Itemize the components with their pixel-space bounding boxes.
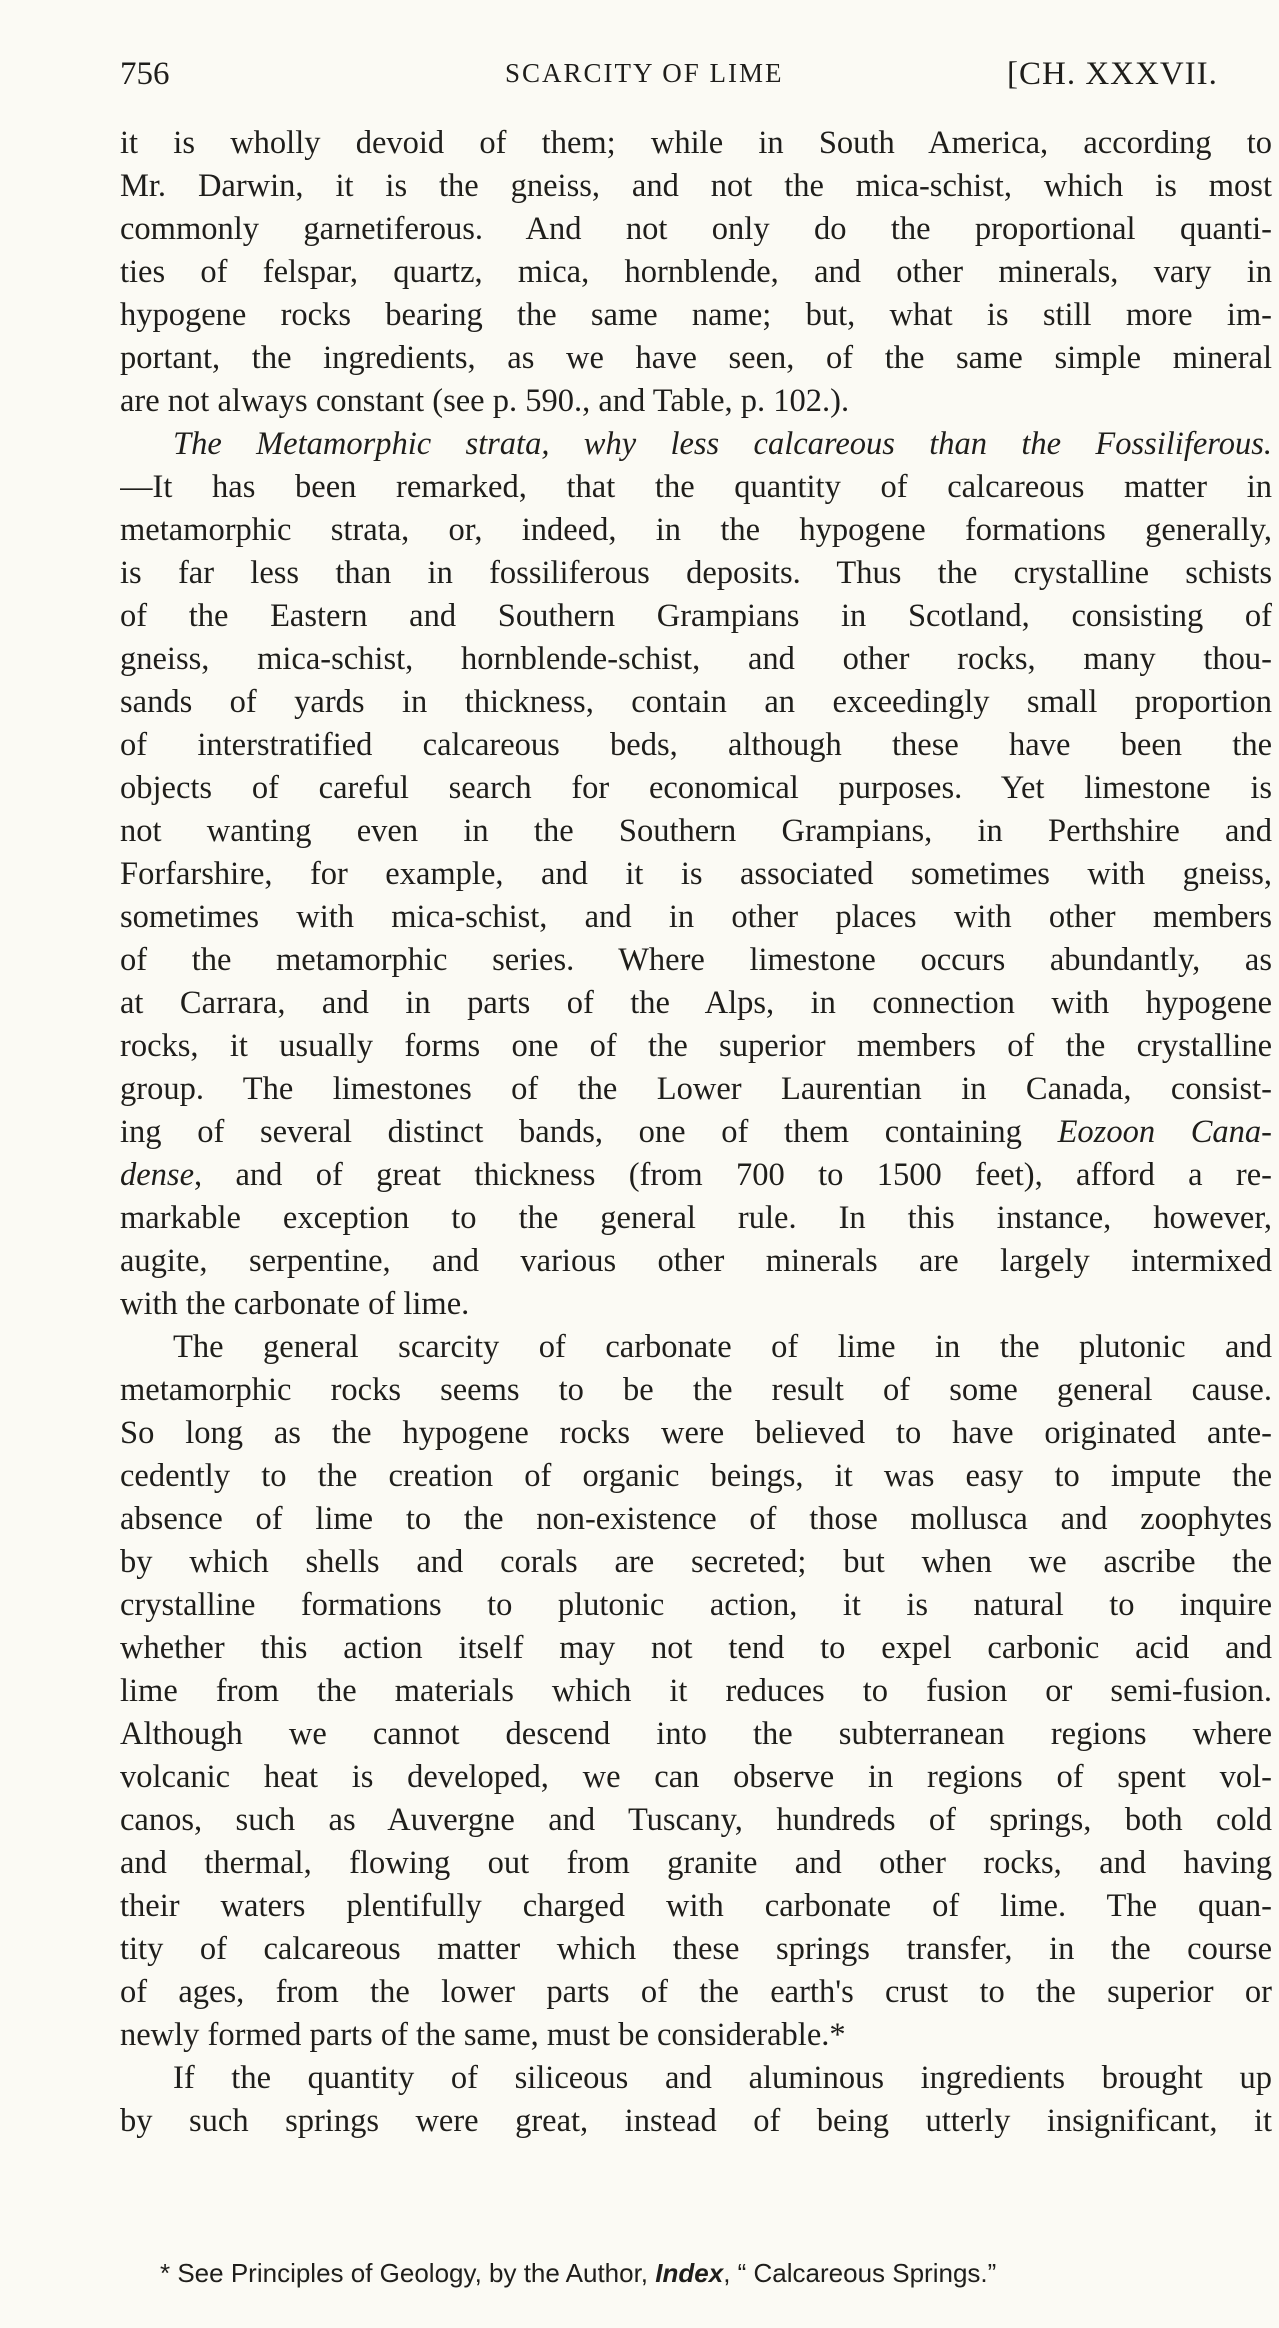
- species-name: Eozoon Cana-: [1057, 1114, 1272, 1150]
- text-line: portant, the ingredients, as we have seen, of the same simple mineral: [120, 340, 1272, 376]
- text-line: at Carrara, and in parts of the Alps, in connection with hypogene: [120, 985, 1272, 1021]
- footnote-text: , “ Calcareous Springs.”: [723, 2258, 997, 2288]
- text-line: sands of yards in thickness, contain an exceedingly small proportion: [120, 684, 1272, 720]
- text-line: markable exception to the general rule. In this instance, however,: [120, 1200, 1272, 1236]
- text-line: is far less than in fossiliferous deposits. Thus the crystalline schists: [120, 555, 1272, 591]
- running-header: [120, 56, 1279, 106]
- text-line: crystalline formations to plutonic action, it is natural to inquire: [120, 1587, 1272, 1623]
- text-line: are not always constant (see p. 590., and Table, p. 102.).: [120, 383, 850, 419]
- text-line: commonly garnetiferous. And not only do the proportional quanti-: [120, 211, 1272, 247]
- footnote-text: * See Principles of Geology, by the Author,: [160, 2258, 656, 2288]
- text-line: by which shells and corals are secreted; but when we ascribe the: [120, 1544, 1272, 1580]
- text-run: ing of several distinct bands, one of them containing: [120, 1114, 1058, 1150]
- text-line: their waters plentifully charged with carbonate of lime. The quan-: [120, 1888, 1272, 1924]
- paragraph-scarcity: [120, 1326, 1272, 2057]
- text-line: tity of calcareous matter which these springs transfer, in the course: [120, 1931, 1272, 1967]
- text-line: cedently to the creation of organic beings, it was easy to impute the: [120, 1458, 1272, 1494]
- text-line: absence of lime to the non-existence of those mollusca and zoophytes: [120, 1501, 1272, 1537]
- footnote-index-ref: Index: [655, 2258, 724, 2288]
- text-line: group. The limestones of the Lower Laurentian in Canada, consist-: [120, 1071, 1272, 1107]
- text-line: metamorphic strata, or, indeed, in the hypogene formations generally,: [120, 512, 1272, 548]
- text-line: Forfarshire, for example, and it is associated sometimes with gneiss,: [120, 856, 1272, 892]
- text-line: volcanic heat is developed, we can observe in regions of spent vol-: [120, 1759, 1272, 1795]
- page-number: 756: [120, 56, 170, 92]
- text-line: and thermal, flowing out from granite and other rocks, and having: [120, 1845, 1272, 1881]
- text-line: by such springs were great, instead of being utterly insignificant, it: [120, 2103, 1272, 2139]
- species-name: dense: [120, 1157, 194, 1193]
- text-line: of ages, from the lower parts of the earth's crust to the superior or: [120, 1974, 1272, 2010]
- text-line: —It has been remarked, that the quantity of calcareous matter in: [120, 469, 1272, 505]
- text-line: ties of felspar, quartz, mica, hornblende, and other minerals, vary in: [120, 254, 1272, 290]
- text-line: canos, such as Auvergne and Tuscany, hundreds of springs, both cold: [120, 1802, 1272, 1838]
- text-line: rocks, it usually forms one of the superior members of the crystalline: [120, 1028, 1272, 1064]
- text-line: objects of careful search for economical purposes. Yet limestone is: [120, 770, 1272, 806]
- text-line: If the quantity of siliceous and aluminous ingredients brought up: [173, 2060, 1272, 2096]
- text-line: of the Eastern and Southern Grampians in Scotland, consisting of: [120, 598, 1272, 634]
- text-line: Although we cannot descend into the subterranean regions where: [120, 1716, 1272, 1752]
- text-line: metamorphic rocks seems to be the result of some general cause.: [120, 1372, 1272, 1408]
- text-line: Mr. Darwin, it is the gneiss, and not the mica-schist, which is most: [120, 168, 1272, 204]
- text-line: hypogene rocks bearing the same name; but, what is still more im-: [120, 297, 1272, 333]
- running-title: SCARCITY OF LIME: [505, 58, 784, 88]
- text-line: lime from the materials which it reduces to fusion or semi-fusion.: [120, 1673, 1272, 1709]
- chapter-label: [CH. XXXVII.: [1007, 56, 1218, 92]
- text-run: , and of great thickness (from 700 to 1500 feet), afford a re-: [194, 1157, 1272, 1193]
- text-line: augite, serpentine, and various other minerals are largely intermixed: [120, 1243, 1272, 1279]
- text-line: it is wholly devoid of them; while in South America, according to: [120, 125, 1272, 161]
- paragraph-continuation: [120, 122, 1272, 423]
- footnote: [160, 2258, 1230, 2289]
- text-line: not wanting even in the Southern Grampians, in Perthshire and: [120, 813, 1272, 849]
- text-line: sometimes with mica-schist, and in other places with other members: [120, 899, 1272, 935]
- text-line: newly formed parts of the same, must be considerable.*: [120, 2017, 846, 2053]
- text-line: gneiss, mica-schist, hornblende-schist, and other rocks, many thou-: [120, 641, 1272, 677]
- text-line: of the metamorphic series. Where limestone occurs abundantly, as: [120, 942, 1272, 978]
- metamorphic-section: [120, 423, 1272, 1326]
- text-line: [120, 1111, 1272, 1154]
- text-line: of interstratified calcareous beds, although these have been the: [120, 727, 1272, 763]
- body-text: [120, 122, 1272, 2143]
- text-line: with the carbonate of lime.: [120, 1286, 470, 1322]
- text-line: The general scarcity of carbonate of lime in the plutonic and: [173, 1329, 1272, 1365]
- text-line: [120, 1154, 1272, 1197]
- text-line: So long as the hypogene rocks were believed to have originated ante-: [120, 1415, 1272, 1451]
- paragraph-siliceous: [120, 2057, 1272, 2143]
- text-line: whether this action itself may not tend to expel carbonic acid and: [120, 1630, 1272, 1666]
- section-heading: The Metamorphic strata, why less calcareous than the Fossiliferous.: [173, 426, 1272, 462]
